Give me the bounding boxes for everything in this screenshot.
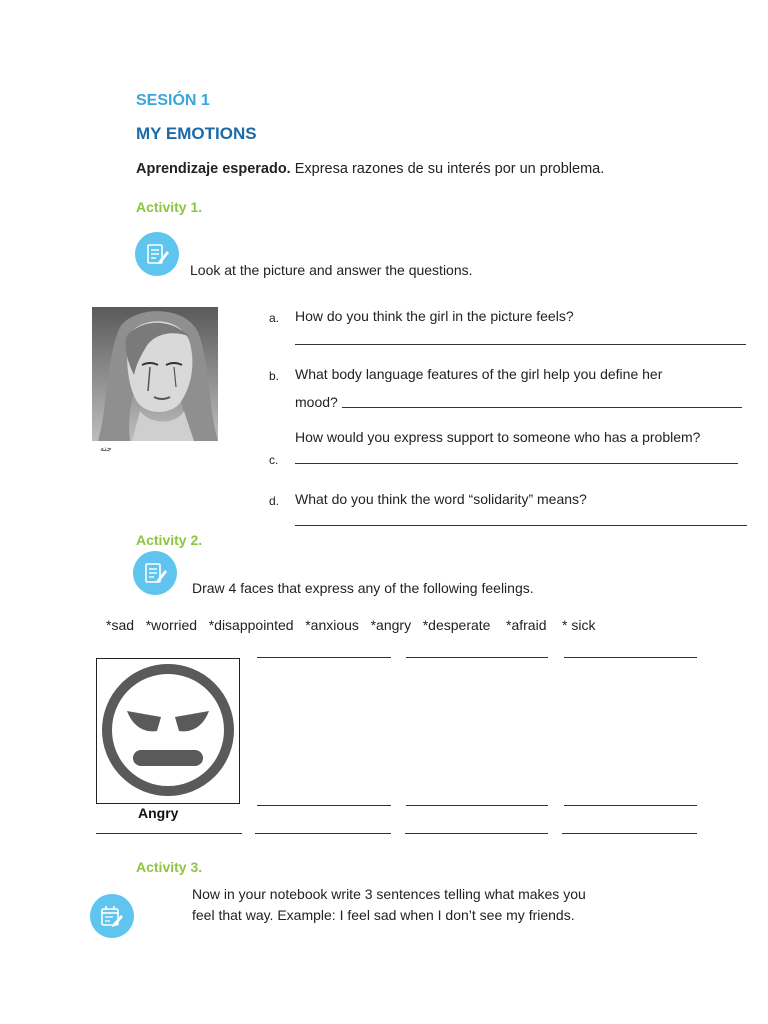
feelings-list: *sad *worried *disappointed *anxious *angry *desperate *afraid * sick bbox=[106, 617, 596, 633]
learning-text: Expresa razones de su interés por un problema. bbox=[290, 161, 605, 177]
crying-girl-illustration bbox=[90, 307, 220, 453]
drawing-bottom-line-1[interactable] bbox=[257, 805, 391, 806]
drawing-top-line-3[interactable] bbox=[564, 657, 697, 658]
activity-3-instruction-line2: feel that way. Example: I feel sad when I don’t see my friends. bbox=[192, 907, 575, 923]
question-a-text: How do you think the girl in the picture feels? bbox=[295, 308, 574, 324]
question-b-text-line2: mood? bbox=[295, 394, 338, 410]
drawing-top-line-1[interactable] bbox=[257, 657, 391, 658]
question-c-text: How would you express support to someone who has a problem? bbox=[295, 429, 701, 445]
angry-face-example bbox=[96, 658, 240, 804]
drawing-bottom-line-2[interactable] bbox=[406, 805, 548, 806]
label-line-2[interactable] bbox=[255, 833, 391, 834]
session-number: SESIÓN 1 bbox=[136, 92, 210, 109]
answer-line-b[interactable] bbox=[342, 407, 742, 408]
question-a-letter: a. bbox=[269, 311, 280, 325]
label-line-3[interactable] bbox=[405, 833, 548, 834]
activity-1-label: Activity 1. bbox=[136, 199, 203, 215]
label-line-1[interactable] bbox=[96, 833, 242, 834]
answer-line-c[interactable] bbox=[295, 463, 738, 464]
notebook-pencil-icon bbox=[135, 232, 179, 276]
answer-line-a[interactable] bbox=[295, 344, 746, 345]
question-d-letter: d. bbox=[269, 494, 280, 508]
learning-objective bbox=[136, 161, 604, 177]
label-line-4[interactable] bbox=[562, 833, 697, 834]
activity-3-label: Activity 3. bbox=[136, 859, 203, 875]
drawing-bottom-line-3[interactable] bbox=[564, 805, 697, 806]
angry-face-icon bbox=[97, 659, 239, 803]
svg-text:ﺟﻨﻪ: ﺟﻨﻪ bbox=[100, 444, 112, 453]
notebook-pencil-icon bbox=[133, 551, 177, 595]
answer-line-d[interactable] bbox=[295, 525, 747, 526]
activity-2-instruction: Draw 4 faces that express any of the following feelings. bbox=[192, 580, 534, 596]
question-d-text: What do you think the word “solidarity” means? bbox=[295, 491, 587, 507]
learning-label: Aprendizaje esperado. bbox=[136, 161, 291, 177]
activity-1-instruction: Look at the picture and answer the questions. bbox=[190, 262, 473, 278]
question-b-letter: b. bbox=[269, 369, 280, 383]
calendar-pencil-icon bbox=[90, 894, 134, 938]
activity-3-instruction-line1: Now in your notebook write 3 sentences telling what makes you bbox=[192, 886, 586, 902]
question-b-text-line1: What body language features of the girl help you define her bbox=[295, 366, 663, 382]
drawing-top-line-2[interactable] bbox=[406, 657, 548, 658]
activity-2-label: Activity 2. bbox=[136, 532, 203, 548]
question-c-letter: c. bbox=[269, 453, 279, 467]
page-title: MY EMOTIONS bbox=[136, 124, 257, 143]
angry-label: Angry bbox=[138, 805, 179, 821]
